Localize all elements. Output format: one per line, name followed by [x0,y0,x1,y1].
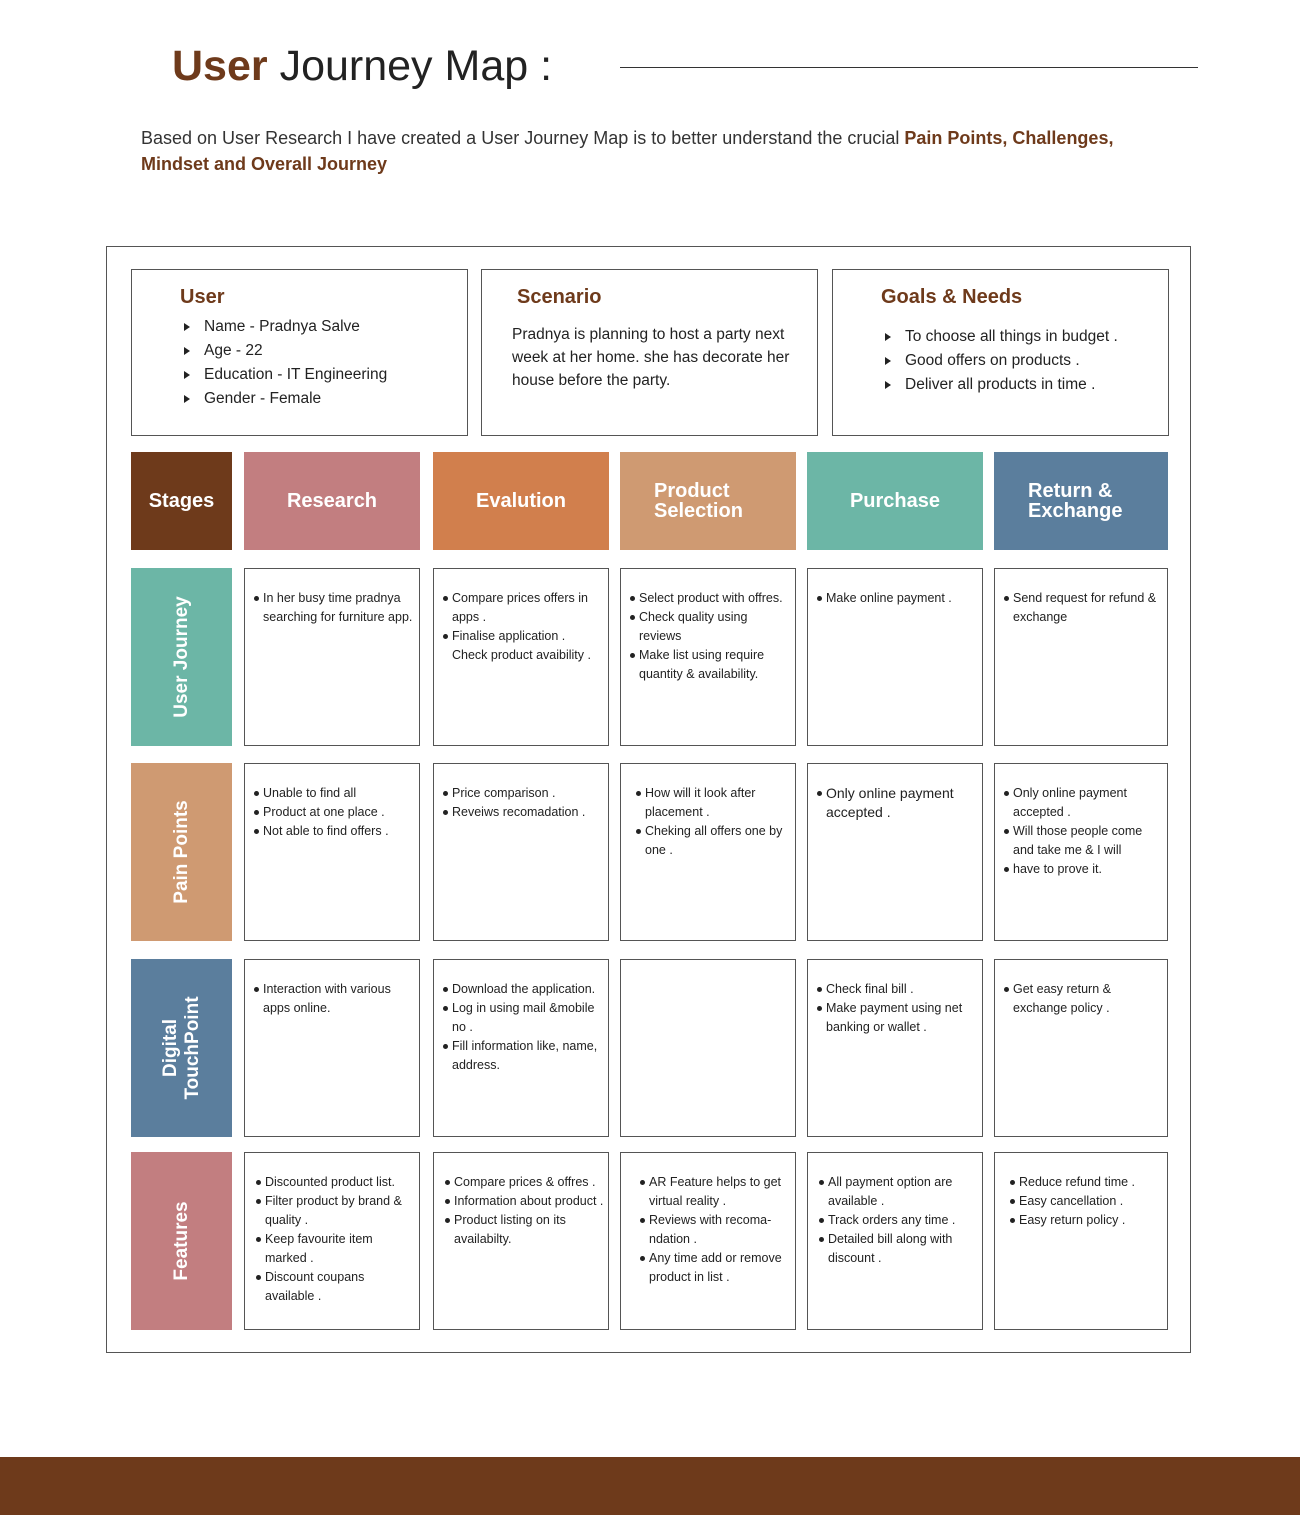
title-rest: Journey Map : [267,42,553,90]
cell-list [1003,980,1163,1018]
list-item: Download the application. [442,980,604,999]
list-item: Track orders any time . [818,1211,978,1230]
stage-research-label: Research [286,490,378,512]
stage-return-exchange-label: Return & Exchange [1028,480,1123,522]
list-item: Product listing on its availabilty. [444,1211,604,1249]
cell-features-product-selection [620,1152,796,1330]
list-item: Discount coupans available . [255,1268,415,1306]
list-item: Unable to find all [253,784,415,803]
intro-accent: Pain Points, Challenges, Mindset and Overall Journey [141,128,1114,174]
user-detail-age: Age - 22 [182,339,387,363]
list-item: Easy cancellation . [1009,1192,1163,1211]
list-item: have to prove it. [1003,860,1163,879]
goal-item: Good offers on products . [883,349,1118,373]
cell-user-journey-product-selection [620,568,796,746]
cell-features-purchase [807,1152,983,1330]
cell-user-journey-purchase [807,568,983,746]
intro-paragraph [141,125,1161,177]
cell-touchpoint-purchase [807,959,983,1137]
row-label-user-journey [131,568,232,746]
cell-touchpoint-product-selection [620,959,796,1137]
cell-pain-points-research [244,763,420,941]
list-item: Any time add or remove product in list . [639,1249,791,1287]
user-detail-education: Education - IT Engineering [182,363,387,387]
cell-list [253,589,415,627]
title-highlight: User [172,42,268,90]
user-details-list [182,315,387,411]
goal-item: Deliver all products in time . [883,373,1118,397]
cell-features-evalution [433,1152,609,1330]
title-divider [620,67,1198,68]
list-item: Will those people come and take me & I will [1003,822,1163,860]
list-item: Product at one place . [253,803,415,822]
cell-touchpoint-return [994,959,1168,1137]
list-item: Easy return policy . [1009,1211,1163,1230]
cell-list [253,784,415,841]
stage-purchase-label: Purchase [849,490,941,512]
list-item: Filter product by brand & quality . [255,1192,415,1230]
list-item: Finalise application . Check product avaibility . [442,627,604,665]
goal-item: To choose all things in budget . [883,325,1118,349]
list-item: Check quality using reviews [629,608,791,646]
scenario-box [481,269,818,436]
list-item: Only online payment accepted . [816,784,978,822]
cell-features-research [244,1152,420,1330]
intro-text: Based on User Research I have created a User Journey Map is to better understand the crucial [141,128,905,148]
list-item: Check final bill . [816,980,978,999]
list-item: Select product with offres. [629,589,791,608]
list-item: All payment option are available . [818,1173,978,1211]
stage-purchase-tile [807,452,983,550]
list-item: Fill information like, name, address. [442,1037,604,1075]
stage-evalution-tile [433,452,609,550]
scenario-box-title: Scenario [517,286,602,308]
cell-list [818,1173,978,1268]
list-item: Not able to find offers . [253,822,415,841]
page-title [172,36,552,96]
footer-band [0,1457,1300,1515]
list-item: Send request for refund & exchange [1003,589,1163,627]
row-label-features [131,1152,232,1330]
cell-list [255,1173,415,1306]
row-label-text: Features [170,1201,192,1281]
cell-list [442,589,604,665]
cell-list [253,980,415,1018]
cell-pain-points-evalution [433,763,609,941]
cell-list [816,784,978,822]
cell-touchpoint-research [244,959,420,1137]
cell-pain-points-purchase [807,763,983,941]
stage-product-selection-tile [620,452,796,550]
cell-pain-points-return [994,763,1168,941]
cell-touchpoint-evalution [433,959,609,1137]
list-item: Keep favourite item marked . [255,1230,415,1268]
cell-list [442,784,604,822]
list-item: Compare prices & offres . [444,1173,604,1192]
list-item: Reveiws recomadation . [442,803,604,822]
goals-box [832,269,1169,436]
cell-list [629,589,791,684]
list-item: Information about product . [444,1192,604,1211]
row-label-text: Digital TouchPoint [159,996,203,1100]
cell-pain-points-product-selection [620,763,796,941]
list-item: Reduce refund time . [1009,1173,1163,1192]
user-detail-name: Name - Pradnya Salve [182,315,387,339]
cell-list [639,1173,791,1287]
list-item: Reviews with recoma-ndation . [639,1211,791,1249]
cell-list [816,980,978,1037]
list-item: Make payment using net banking or wallet . [816,999,978,1037]
stages-label-tile [131,452,232,550]
cell-user-journey-return [994,568,1168,746]
scenario-text: Pradnya is planning to host a party next week at her home. she has decorate her house before the party. [512,326,790,389]
list-item: How will it look after placement . [635,784,791,822]
list-item: Only online payment accepted . [1003,784,1163,822]
list-item: Log in using mail &mobile no . [442,999,604,1037]
cell-list [442,980,604,1075]
row-label-digital-touchpoint [131,959,232,1137]
stage-evalution-label: Evalution [475,490,566,512]
goals-box-title: Goals & Needs [881,286,1023,308]
list-item: Detailed bill along with discount . [818,1230,978,1268]
stages-label: Stages [148,490,215,512]
cell-list [1003,784,1163,879]
cell-list [635,784,791,860]
list-item: Make online payment . [816,589,978,608]
list-item: Discounted product list. [255,1173,415,1192]
cell-list [816,589,978,608]
cell-list [1003,589,1163,627]
user-box-title: User [180,286,225,308]
row-label-text: Pain Points [170,800,192,904]
stage-product-selection-label: Product Selection [654,480,743,522]
user-detail-gender: Gender - Female [182,387,387,411]
list-item: AR Feature helps to get virtual reality . [639,1173,791,1211]
cell-list [1009,1173,1163,1230]
cell-list [444,1173,604,1249]
list-item: In her busy time pradnya searching for furniture app. [253,589,415,627]
list-item: Make list using require quantity & availability. [629,646,791,684]
cell-user-journey-evalution [433,568,609,746]
list-item: Price comparison . [442,784,604,803]
goals-list [883,325,1118,397]
cell-user-journey-research [244,568,420,746]
stage-return-exchange-tile [994,452,1168,550]
list-item: Cheking all offers one by one . [635,822,791,860]
row-label-text: User Journey [170,596,192,718]
user-box [131,269,468,436]
stage-research-tile [244,452,420,550]
list-item: Interaction with various apps online. [253,980,415,1018]
list-item: Compare prices offers in apps . [442,589,604,627]
row-label-pain-points [131,763,232,941]
list-item: Get easy return & exchange policy . [1003,980,1163,1018]
cell-features-return [994,1152,1168,1330]
